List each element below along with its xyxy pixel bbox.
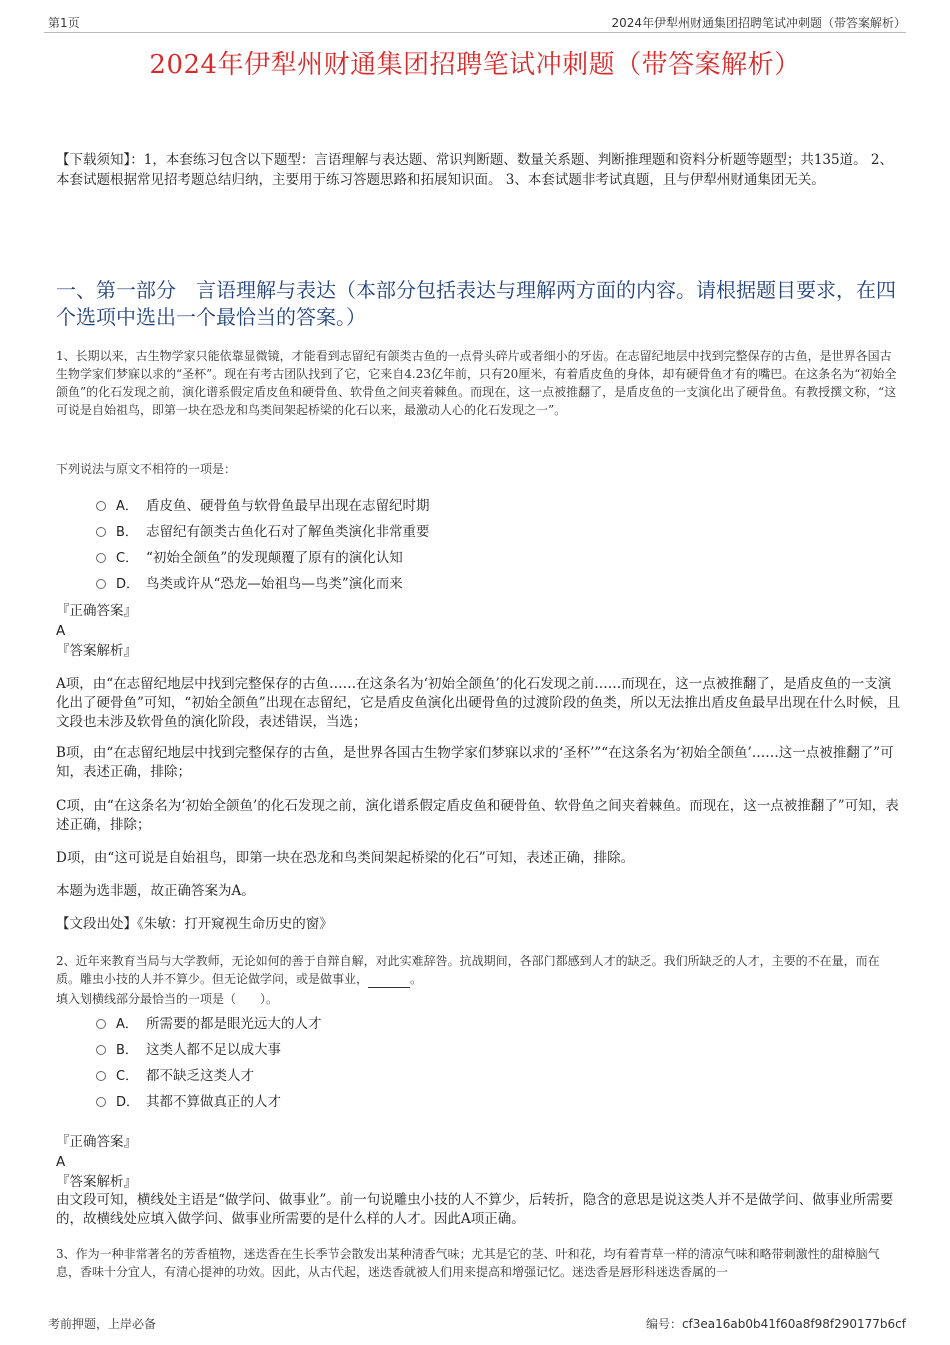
radio-icon[interactable] bbox=[96, 527, 106, 537]
question-2-option-c[interactable]: C． 都不缺乏这类人才 bbox=[96, 1066, 254, 1086]
question-1-source: 【文段出处】《朱敏：打开窥视生命历史的窗》 bbox=[56, 916, 333, 932]
header-doc-title: 2024年伊犁州财通集团招聘笔试冲刺题（带答案解析） bbox=[611, 16, 906, 30]
question-1-analysis-b: B项，由“在志留纪地层中找到完整保存的古鱼，是世界各国古生物学家们梦寐以求的‘圣杯’”“在这条名为‘初始全颌鱼’……这一点被推翻了”可知，表述正确，排除； bbox=[56, 745, 894, 780]
question-1-option-c[interactable]: C． “初始全颌鱼”的发现颠覆了原有的演化认知 bbox=[96, 548, 403, 568]
download-notice: 【下载须知】：1，本套练习包含以下题型：言语理解与表达题、常识判断题、数量关系题、判断推理题和资料分析题等题型；共135道。 2、本套试题根据常见招考题总结归纳，主要用于练习答题思路和拓展知识面。 3、本套试题非考试真题，且与伊犁州财通集团无关。 bbox=[56, 152, 893, 188]
question-1-analysis-a: A项，由“在志留纪地层中找到完整保存的古鱼……在这条名为‘初始全颌鱼’的化石发现之前……而现在，这一点被推翻了，是盾皮鱼的一支演化出了硬骨鱼”可知，“初始全颌鱼”出现在志留纪，它是盾皮鱼演化出硬骨鱼的过渡阶段的鱼类，所以无法推出盾皮鱼最早出现在什么时候，且文段也未涉及软骨鱼的演化阶段，表述错误，当选； bbox=[56, 676, 901, 730]
section-title: 一、第一部分 言语理解与表达（本部分包括表达与理解两方面的内容。请根据题目要求，在四个选项中选出一个最恰当的答案。） bbox=[56, 278, 896, 329]
page-title: 2024年伊犁州财通集团招聘笔试冲刺题（带答案解析） bbox=[149, 50, 801, 80]
footer-slogan: 考前押题，上岸必备 bbox=[48, 1317, 157, 1331]
question-2-answer: A bbox=[56, 1154, 66, 1170]
question-1-analysis-c: C项，由“在这条名为‘初始全颌鱼’的化石发现之前，演化谱系假定盾皮鱼和硬骨鱼、软骨鱼之间夹着棘鱼。而现在，这一点被推翻了”可知，表述正确，排除； bbox=[56, 798, 899, 833]
header-page-number: 第1页 bbox=[48, 16, 80, 30]
question-2-option-d[interactable]: D． 其都不算做真正的人才 bbox=[96, 1092, 281, 1112]
question-1-option-a[interactable]: A． 盾皮鱼、硬骨鱼与软骨鱼最早出现在志留纪时期 bbox=[96, 496, 430, 516]
question-1-answer: A bbox=[56, 623, 66, 639]
question-2-analysis: 由文段可知，横线处主语是“做学问、做事业”。前一句说雕虫小技的人不算少，后转折，隐含的意思是说这类人并不是做学问、做事业所需要的，故横线处应填入做学问、做事业所需要的是什么样的人才。因此A项正确。 bbox=[56, 1192, 894, 1227]
question-2-prompt: 填入划横线部分最恰当的一项是（ ）。 bbox=[56, 992, 279, 1006]
radio-icon[interactable] bbox=[96, 579, 106, 589]
radio-icon[interactable] bbox=[96, 1045, 106, 1055]
question-1-analysis-label: 『答案解析』 bbox=[56, 643, 137, 659]
question-2-option-b[interactable]: B． 这类人都不足以成大事 bbox=[96, 1040, 281, 1060]
radio-icon[interactable] bbox=[96, 501, 106, 511]
question-1-answer-label: 『正确答案』 bbox=[56, 603, 137, 619]
question-1-option-b[interactable]: B． 志留纪有颌类古鱼化石对了解鱼类演化非常重要 bbox=[96, 522, 430, 542]
question-2-option-a[interactable]: A． 所需要的都是眼光远大的人才 bbox=[96, 1014, 322, 1034]
question-3-stem: 3、作为一种非常著名的芳香植物，迷迭香在生长季节会散发出某种清香气味；尤其是它的茎、叶和花，均有着青草一样的清凉气味和略带刺激性的甜樟脑气息，香味十分宜人，有清心提神的功效。因此，从古代起，迷迭香就被人们用来提高和增强记忆。迷迭香是唇形科迷迭香属的一 bbox=[56, 1247, 880, 1279]
radio-icon[interactable] bbox=[96, 553, 106, 563]
radio-icon[interactable] bbox=[96, 1071, 106, 1081]
footer-code: 编号：cf3ea16ab0b41f60a8f98f290177b6cf bbox=[645, 1317, 906, 1331]
question-1-conclusion: 本题为选非题，故正确答案为A。 bbox=[56, 883, 255, 899]
question-2-analysis-label: 『答案解析』 bbox=[56, 1174, 137, 1190]
question-2-answer-label: 『正确答案』 bbox=[56, 1134, 137, 1150]
question-1-stem: 1、长期以来，古生物学家只能依靠显微镜，才能看到志留纪有颌类古鱼的一点骨头碎片或者细小的牙齿。在志留纪地层中找到完整保存的古鱼，是世界各国古生物学家们梦寐以求的“圣杯”。现在有考古团队找到了它，它来自4.23亿年前，只有20厘米，有着盾皮鱼的身体，却有硬骨鱼才有的嘴巴。在这条名为“初始全颌鱼”的化石发现之前，演化谱系假定盾皮鱼和硬骨鱼、软骨鱼之间夹着棘鱼。而现在，这一点被推翻了，是盾皮鱼的一支演化出了硬骨鱼。有教授撰文称，“这可说是自始祖鸟，即第一块在恐龙和鸟类间架起桥梁的化石以来，最激动人心的化石发现之一”。 bbox=[56, 349, 897, 417]
question-1-prompt: 下列说法与原文不相符的一项是： bbox=[56, 462, 237, 476]
question-1-option-d[interactable]: D． 鸟类或许从“恐龙—始祖鸟—鸟类”演化而来 bbox=[96, 574, 403, 594]
radio-icon[interactable] bbox=[96, 1097, 106, 1107]
fill-blank bbox=[368, 975, 410, 988]
question-1-analysis-d: D项，由“这可说是自始祖鸟，即第一块在恐龙和鸟类间架起桥梁的化石”可知，表述正确，排除。 bbox=[56, 850, 635, 866]
question-2-stem: 2、近年来教育当局与大学教师，无论如何的善于自辩自解，对此实难辞咎。抗战期间，各部门都感到人才的缺乏。我们所缺乏的人才，主要的不在量，而在质。雕虫小技的人并不算少。但无论做学问，或是做事业， 。 bbox=[56, 954, 880, 986]
header-divider bbox=[44, 32, 906, 33]
radio-icon[interactable] bbox=[96, 1019, 106, 1029]
